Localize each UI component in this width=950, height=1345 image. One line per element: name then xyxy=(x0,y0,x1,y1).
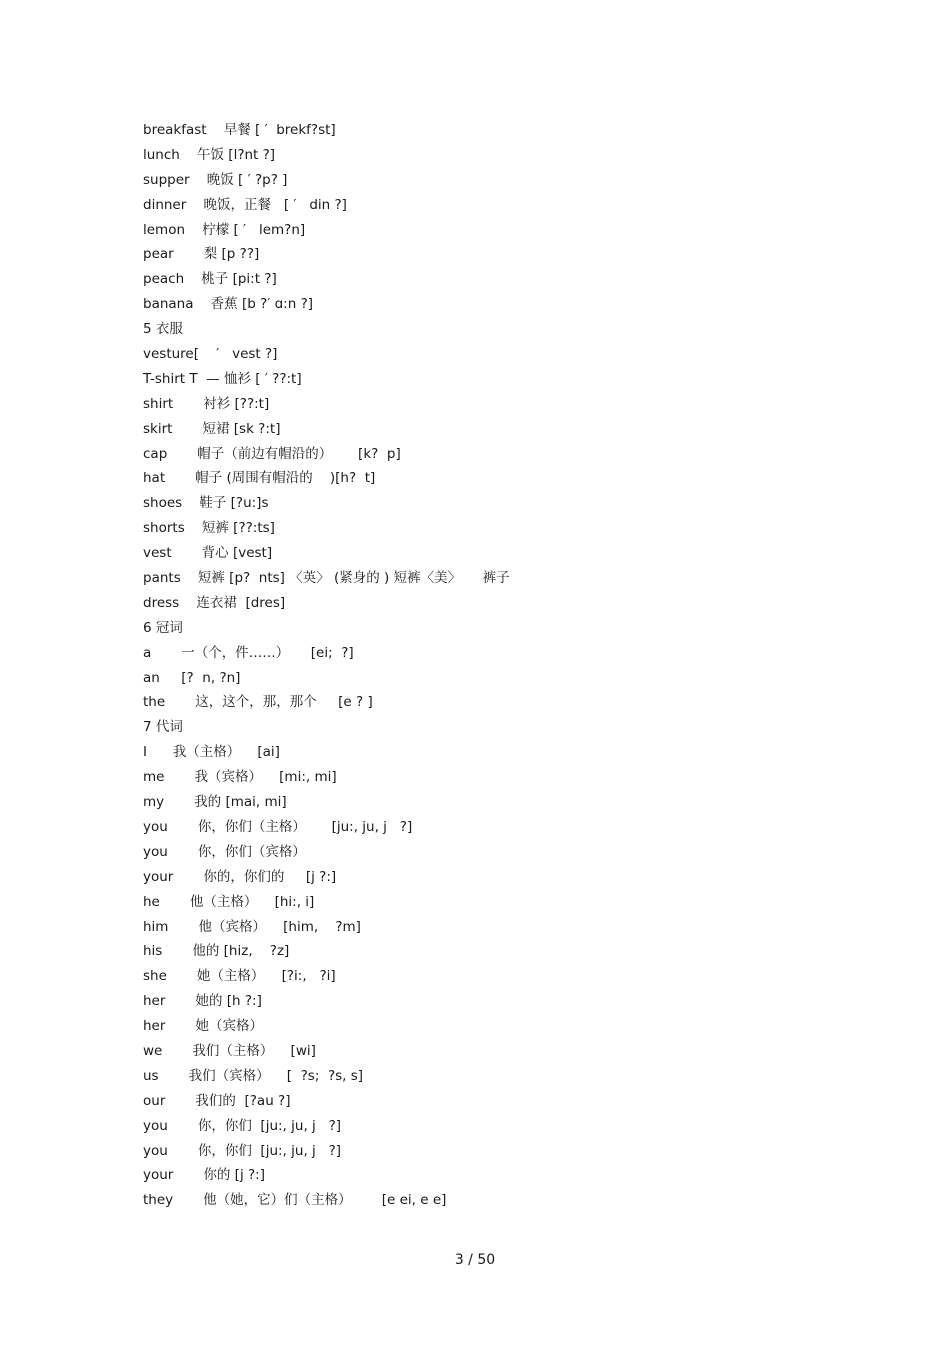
vocab-line: we 我们（主格） [wi] xyxy=(143,1042,316,1059)
vocab-line: our 我们的 [?au ?] xyxy=(143,1092,291,1109)
page-footer xyxy=(0,1250,950,1270)
vocab-line: lemon 柠檬 [ ′ lem?n] xyxy=(143,221,306,238)
vocab-line: you 你，你们（宾格） xyxy=(143,843,306,860)
vocab-line: my 我的 [mai, mi] xyxy=(143,794,287,811)
vocab-line: your 你的 [j ?:] xyxy=(143,1167,265,1184)
vocab-line: an [? n, ?n] xyxy=(143,669,241,686)
vocab-line: us 我们（宾格） [ ?s; ?s, s] xyxy=(143,1067,364,1084)
vocab-line: her 她的 [h ?:] xyxy=(143,993,262,1010)
vocab-line: him 他（宾格） [him, ?m] xyxy=(143,918,361,935)
vocab-line: the 这，这个，那，那个 [e ? ] xyxy=(143,694,373,711)
vocab-line: you 你，你们 [ju:, ju, j ?] xyxy=(143,1142,342,1159)
vocab-line: peach 桃子 [pi:t ?] xyxy=(143,271,277,288)
vocab-line: your 你的，你们的 [j ?:] xyxy=(143,868,337,885)
vocab-line: vest 背心 [vest] xyxy=(143,545,273,562)
vocab-line: lunch 午饭 [l?nt ?] xyxy=(143,146,276,163)
vocab-line: they 他（她，它）们（主格） [e ei, e e] xyxy=(143,1192,447,1209)
vocab-line: cap 帽子（前边有帽沿的） [k? p] xyxy=(143,445,401,462)
vocab-line: you 你，你们 [ju:, ju, j ?] xyxy=(143,1117,342,1134)
vocab-line: pants 短裤 [p? nts] 〈英〉 (紧身的 ) 短裤〈美〉 裤子 xyxy=(143,570,510,587)
vocab-line: her 她（宾格） xyxy=(143,1018,263,1035)
page-number: 3 / 50 xyxy=(454,1252,496,1268)
vocab-line: vesture[ ′ vest ?] xyxy=(143,346,278,363)
vocab-line: supper 晚饭 [ ′ ?p? ] xyxy=(143,171,288,188)
vocab-line: 7 代词 xyxy=(143,719,183,736)
vocab-line: shirt 衬衫 [??:t] xyxy=(143,395,270,412)
vocab-line: he 他（主格） [hi:, i] xyxy=(143,893,315,910)
vocab-line: a 一（个，件……） [ei; ?] xyxy=(143,644,354,661)
vocabulary-list xyxy=(143,118,843,1213)
vocab-line: pear 梨 [p ??] xyxy=(143,246,260,263)
vocab-line: shorts 短裤 [??:ts] xyxy=(143,520,275,537)
vocab-line: breakfast 早餐 [ ′ brekf?st] xyxy=(143,122,336,138)
vocab-line: dress 连衣裙 [dres] xyxy=(143,594,286,611)
vocab-line: I 我（主格） [ai] xyxy=(143,744,280,761)
vocab-line: dinner 晚饭，正餐 [ ′ din ?] xyxy=(143,196,347,213)
vocab-line: 6 冠词 xyxy=(143,619,183,636)
vocab-line: banana 香蕉 [b ?′ ɑ:n ?] xyxy=(143,296,314,313)
vocab-line: she 她（主格） [?i:, ?i] xyxy=(143,968,336,985)
vocab-line: you 你，你们（主格） [ju:, ju, j ?] xyxy=(143,818,413,835)
vocab-line: T-shirt T — 恤衫 [ ′ ??:t] xyxy=(143,370,302,387)
vocab-line: shoes 鞋子 [?u:]s xyxy=(143,495,269,512)
vocab-line: his 他的 [hiz, ?z] xyxy=(143,943,290,960)
vocab-line: 5 衣服 xyxy=(143,321,183,338)
vocab-line: me 我（宾格） [mi:, mi] xyxy=(143,769,337,786)
vocab-line: hat 帽子 (周围有帽沿的 )[h? t] xyxy=(143,470,376,487)
vocab-line: skirt 短裙 [sk ?:t] xyxy=(143,420,281,437)
